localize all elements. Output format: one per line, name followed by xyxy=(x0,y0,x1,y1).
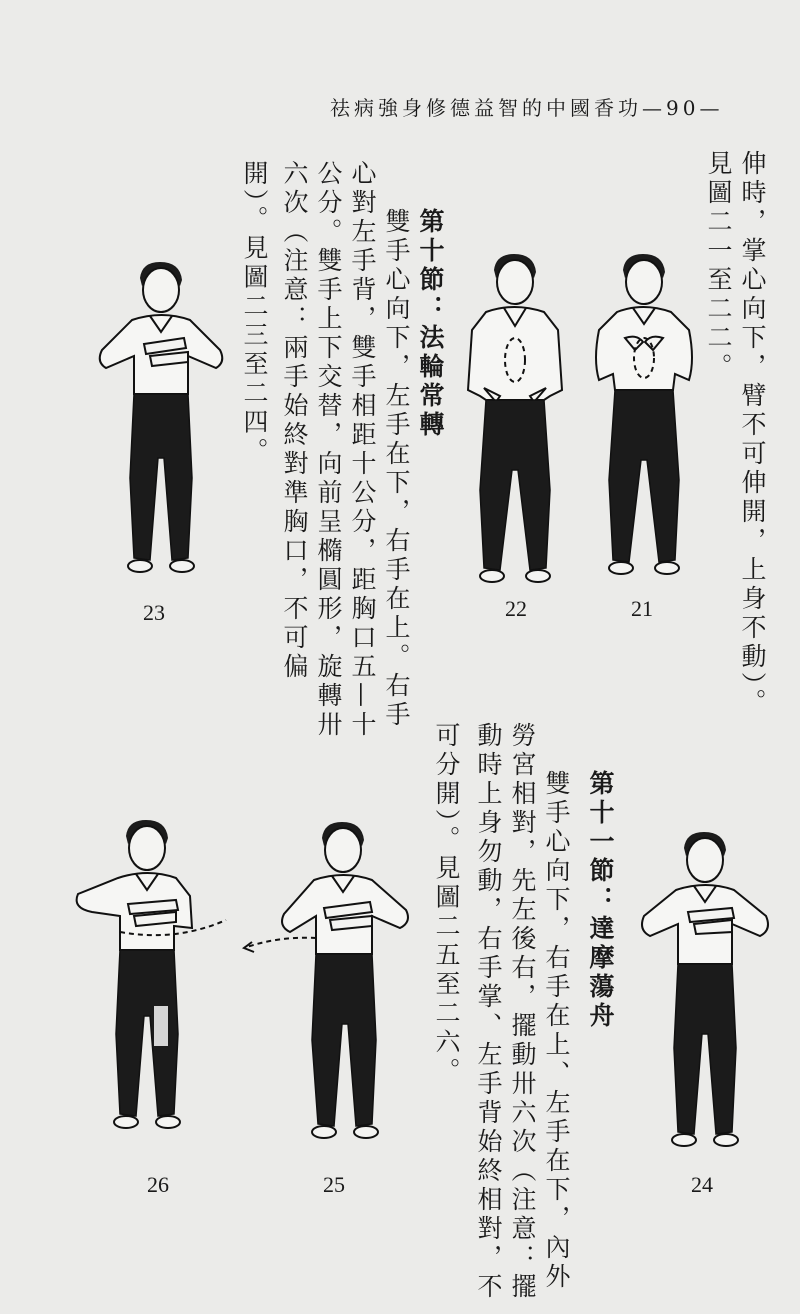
figure-26 xyxy=(66,816,236,1146)
figure-25 xyxy=(238,818,418,1158)
paragraph-line: 動時上身勿動，右手掌、左手背始終相對，不 xyxy=(474,722,503,1302)
section-title: 第十節：法輪常轉 xyxy=(416,208,445,440)
figure-21 xyxy=(585,250,705,590)
continued-text-line: 伸時，掌心向下，臂不可伸開，上身不動）。 xyxy=(738,150,767,718)
header-title: 祛病強身修德益智的中國香功 xyxy=(330,96,642,120)
paragraph-line: 六次（注意：兩手始終對準胸口，不可偏 xyxy=(280,160,309,682)
figure-25-label: 25 xyxy=(323,1172,345,1197)
paragraph-line: 雙手心向下，右手在上、左手在下，內外 xyxy=(542,770,571,1292)
figure-22-label: 22 xyxy=(505,596,527,621)
figure-23 xyxy=(92,258,232,588)
figure-24 xyxy=(632,828,782,1168)
page-number: —90— xyxy=(642,96,724,120)
section-title: 第十一節：達摩蕩舟 xyxy=(586,770,615,1031)
figure-21-label: 21 xyxy=(631,596,653,621)
figure-24-label: 24 xyxy=(691,1172,713,1197)
paragraph-line: 心對左手背，雙手相距十公分，距胸口五—十 xyxy=(348,160,377,740)
paragraph-line: 雙手心向下，左手在下，右手在上。右手 xyxy=(382,208,411,730)
paragraph-line: 勞宮相對，先左後右，擺動卅六次（注意：擺 xyxy=(508,722,537,1302)
paragraph-line: 公分。雙手上下交替，向前呈橢圓形，旋轉卅 xyxy=(314,160,343,740)
continued-text-line: 見圖二一至二二。 xyxy=(704,150,733,382)
paragraph-line: 可分開）。見圖二五至二六。 xyxy=(432,722,461,1087)
figure-23-label: 23 xyxy=(143,600,165,625)
paragraph-line: 開）。見圖二三至二四。 xyxy=(240,160,269,467)
figure-26-label: 26 xyxy=(147,1172,169,1197)
figure-22 xyxy=(456,250,576,590)
page-header xyxy=(330,92,770,121)
